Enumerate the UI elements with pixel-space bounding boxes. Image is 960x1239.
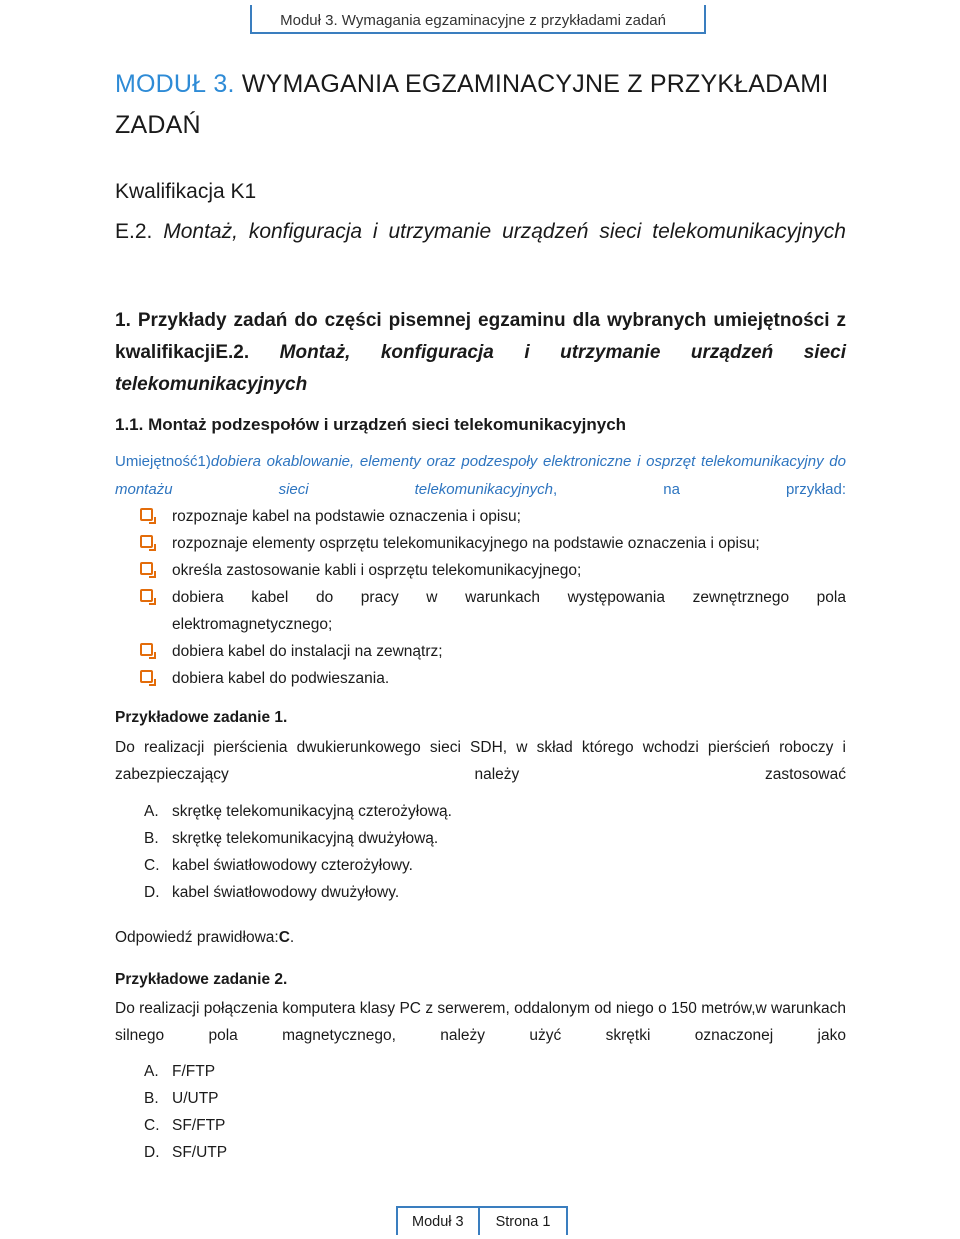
task-1-title: Przykładowe zadanie 1. xyxy=(115,709,288,726)
task-1-question: Do realizacji pierścienia dwukierunkowego sieci SDH, w skład którego wchodzi pierścień roboczy i zabezpieczający należy zastosować xyxy=(115,739,846,783)
list-item: A. skrętkę telekomunikacyjną czterożyłową. xyxy=(144,803,452,820)
list-item: określa zastosowanie kabli i osprzętu telekomunikacyjnego; xyxy=(140,557,846,584)
list-item: dobiera kabel do instalacji na zewnątrz; xyxy=(140,638,846,665)
skill-suffix: , na przykład: xyxy=(553,481,846,498)
list-item-continuation: elektromagnetycznego; xyxy=(172,616,333,633)
section-1-code: E.2. xyxy=(215,342,250,363)
list-item: B. U/UTP xyxy=(144,1090,219,1107)
skill-description xyxy=(115,448,846,504)
checkbox-bullet-icon xyxy=(140,643,153,656)
task-2-question: Do realizacji połączenia komputera klasy PC z serwerem, oddalonym od niego o 150 metrów,w warunkach silnego pola magnetycznego, należy użyć skrętki oznaczonej jako xyxy=(115,1000,846,1044)
task-1-answer: Odpowiedź prawidłowa:C. xyxy=(115,929,295,946)
correct-answer: C xyxy=(278,929,290,946)
list-item: B. skrętkę telekomunikacyjną dwużyłową. xyxy=(144,830,439,847)
section-1-1-heading: 1.1. Montaż podzespołów i urządzeń sieci telekomunikacyjnych xyxy=(115,415,627,434)
checkbox-bullet-icon xyxy=(140,589,153,602)
skill-bullet-list xyxy=(140,503,846,692)
list-item: A. F/FTP xyxy=(144,1063,216,1080)
list-item: rozpoznaje elementy osprzętu telekomunikacyjnego na podstawie oznaczenia i opisu; xyxy=(140,530,846,557)
list-item: C. SF/FTP xyxy=(144,1117,226,1134)
module-title-text: WYMAGANIA EGZAMINACYJNE Z PRZYKŁADAMI ZADAŃ xyxy=(115,70,829,139)
section-1-name: Montaż, konfiguracja i utrzymanie urządzeń sieci telekomunikacyjnych xyxy=(115,342,846,395)
list-item: C. kabel światłowodowy czterożyłowy. xyxy=(144,857,413,874)
page-footer xyxy=(396,1206,568,1235)
qualification-heading: Kwalifikacja K1 xyxy=(115,180,257,203)
running-header xyxy=(250,5,706,34)
checkbox-bullet-icon xyxy=(140,508,153,521)
checkbox-bullet-icon xyxy=(140,670,153,683)
list-item: dobiera kabel do pracy w warunkach występowania zewnętrznego pola xyxy=(140,584,846,611)
list-item: D. kabel światłowodowy dwużyłowy. xyxy=(144,884,400,901)
checkbox-bullet-icon xyxy=(140,562,153,575)
list-item: rozpoznaje kabel na podstawie oznaczenia i opisu; xyxy=(140,503,846,530)
qualification-name xyxy=(115,214,846,249)
qualification-code: E.2. xyxy=(115,220,153,243)
task-1-options xyxy=(144,798,452,906)
task-2-options xyxy=(144,1058,227,1166)
footer-module: Moduł 3 xyxy=(396,1206,480,1235)
list-item: dobiera kabel do podwieszania. xyxy=(140,665,846,692)
module-title xyxy=(115,64,846,146)
module-title-block xyxy=(115,64,846,146)
list-item: D. SF/UTP xyxy=(144,1144,228,1161)
skill-text: dobiera okablowanie, elementy oraz podzespoły elektroniczne i osprzęt telekomunikacyjny do montażu sieci telekomunikacyjnych xyxy=(115,453,846,498)
running-title: Moduł 3. Wymagania egzaminacyjne z przykładami zadań xyxy=(280,12,666,29)
module-number: MODUŁ 3. xyxy=(115,70,235,98)
footer-page-number: Strona 1 xyxy=(480,1206,569,1235)
skill-label: Umiejętność1) xyxy=(115,453,211,470)
section-1-heading xyxy=(115,305,846,401)
checkbox-bullet-icon xyxy=(140,535,153,548)
section-1-prefix: 1. Przykłady zadań do części pisemnej egzaminu dla wybranych umiejętności z kwalifikacji xyxy=(115,310,846,363)
task-2-title: Przykładowe zadanie 2. xyxy=(115,971,288,988)
qualification-title: Montaż, konfiguracja i utrzymanie urządzeń sieci telekomunikacyjnych xyxy=(152,220,846,243)
